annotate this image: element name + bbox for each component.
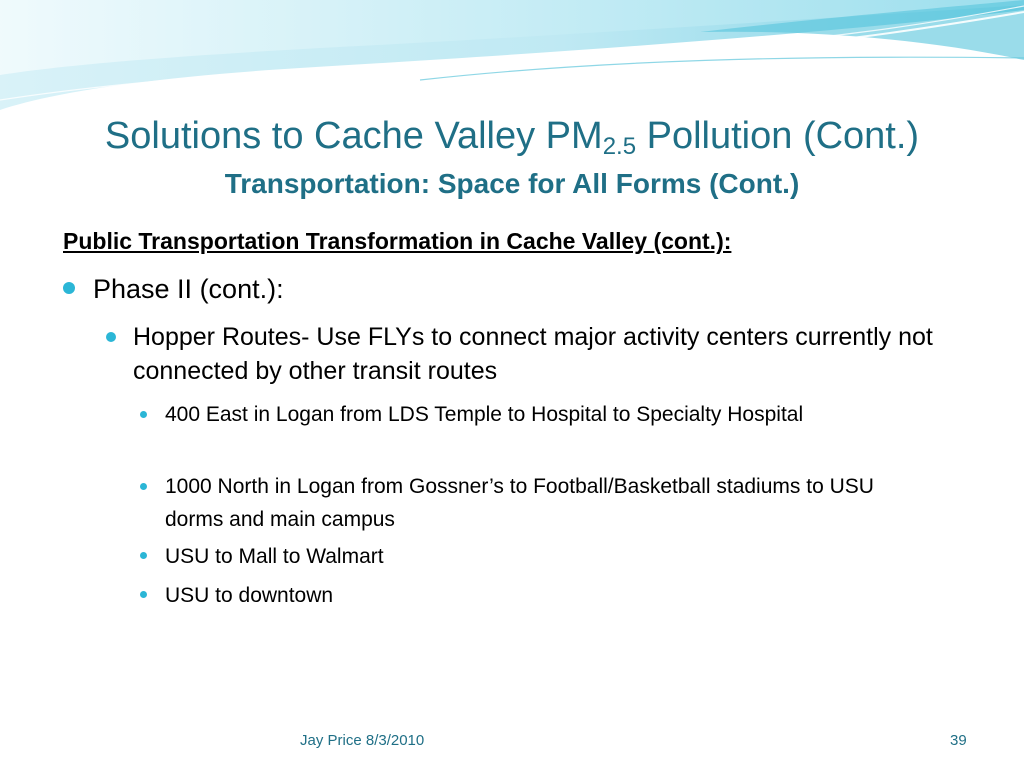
section-heading: Public Transportation Transformation in Cache Valley (cont.): [63, 228, 732, 254]
slide-title [0, 113, 1024, 159]
bullet-level3: USU to Mall to Walmart [165, 545, 384, 568]
bullet-level3: 1000 North in Logan from Gossner’s to Football/Basketball stadiums to USU dorms and main campus [165, 475, 874, 531]
bullet-icon [140, 591, 147, 598]
title-text: Solutions to Cache Valley PM [104, 115, 603, 157]
bullet-icon [140, 483, 147, 490]
title-text-end: Pollution (Cont.) [636, 115, 920, 157]
slide-number: 39 [950, 732, 967, 749]
bullet-icon [140, 552, 147, 559]
bullet-level1: Phase II (cont.): [93, 274, 284, 304]
bullet-level2: Hopper Routes- Use FLYs to connect major activity centers currently not connected by other transit routes [133, 323, 933, 385]
slide-subtitle: Transportation: Space for All Forms (Cont.) [224, 168, 800, 199]
bullet-icon [106, 332, 116, 342]
bullet-level3: USU to downtown [165, 584, 334, 607]
bullet-icon [63, 282, 75, 294]
title-subscript: 2.5 [602, 133, 637, 160]
footer-author-date: Jay Price 8/3/2010 [300, 732, 425, 749]
header-wave-decoration [0, 0, 1024, 125]
bullet-icon [140, 411, 147, 418]
bullet-level3: 400 East in Logan from LDS Temple to Hospital to Specialty Hospital [165, 403, 804, 426]
